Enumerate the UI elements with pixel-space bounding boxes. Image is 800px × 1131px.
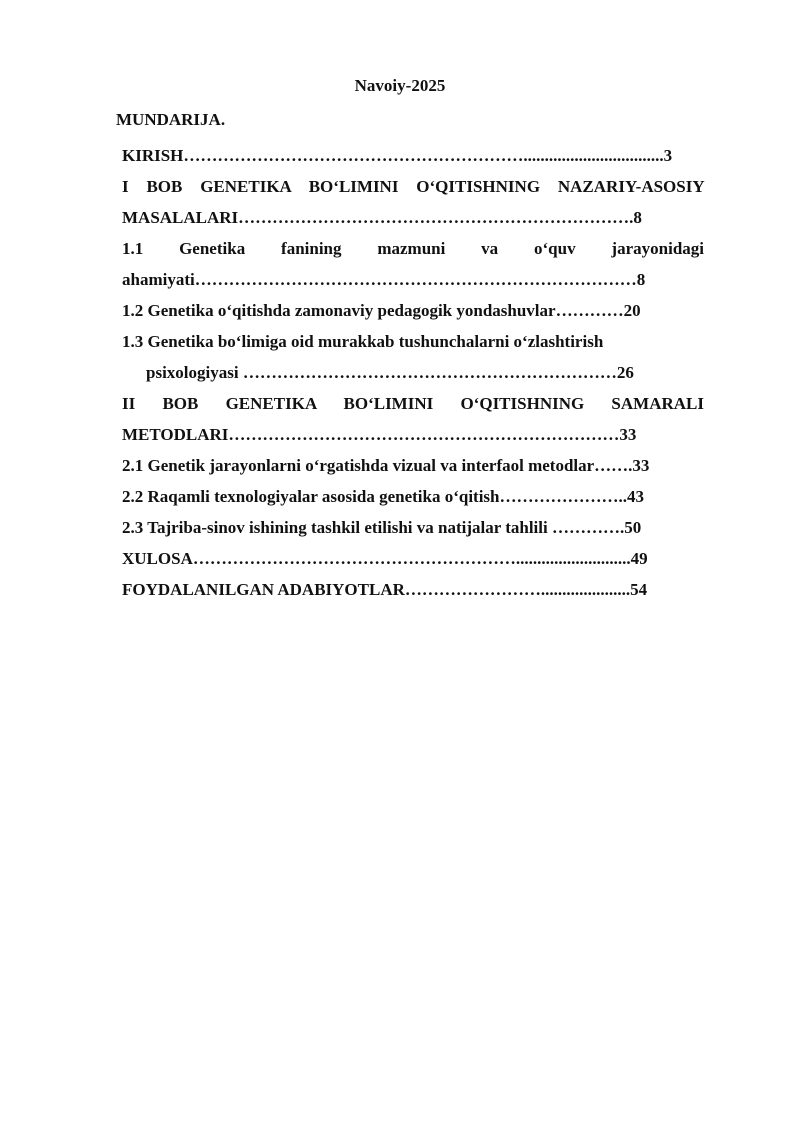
toc-entry-text: 1.3 Genetika bo‘limiga oid murakkab tushunchalarni o‘zlashtirish [122, 332, 604, 351]
toc-entry-text: XULOSA…………………………………………………...........................49 [122, 549, 648, 568]
toc-entry-references [122, 574, 704, 605]
toc-entry-xulosa [122, 543, 704, 574]
toc-entry-continuation: MASALALARI…………………………………………………………….8 [122, 208, 642, 227]
toc-entry-chapter-1 [122, 171, 704, 233]
table-of-contents [122, 140, 704, 605]
toc-entry-continuation: ahamiyati……………………………………………………………………8 [122, 270, 646, 289]
toc-entry-text: 2.2 Raqamli texnologiyalar asosida genetika o‘qitish…………………..43 [122, 487, 644, 506]
toc-entry-text: 2.3 Tajriba-sinov ishining tashkil etilishi va natijalar tahlili ………….50 [122, 518, 642, 537]
toc-entry-text: 1.2 Genetika o‘qitishda zamonaviy pedagogik yondashuvlar…………20 [122, 301, 641, 320]
toc-entry-1-1 [122, 233, 704, 295]
toc-entry-1-3 [122, 326, 704, 388]
toc-entry-text: FOYDALANILGAN ADABIYOTLAR…………………….....................54 [122, 580, 648, 599]
toc-entry-chapter-2 [122, 388, 704, 450]
toc-entry-text: II BOB GENETIKA BO‘LIMINI O‘QITISHNING SAMARALI [122, 394, 704, 413]
toc-entry-text: 2.1 Genetik jarayonlarni o‘rgatishda vizual va interfaol [122, 456, 524, 475]
toc-entry-2-3 [122, 512, 704, 543]
toc-title: MUNDARIJA. [116, 110, 226, 129]
city-year-heading: Navoiy-2025 [354, 76, 446, 95]
toc-entry-text: KIRISH…………………………………………………….................................3 [122, 146, 673, 165]
toc-entry-2-1 [122, 450, 704, 481]
toc-entry-text: 1.1 Genetika fanining mazmuni va o‘quv jarayonidagi [122, 239, 704, 258]
toc-entry-continuation: metodlar…….33 [528, 456, 650, 475]
toc-entry-kirish [122, 140, 704, 171]
toc-entry-1-2 [122, 295, 704, 326]
toc-entry-text: I BOB GENETIKA BO‘LIMINI O‘QITISHNING NAZARIY-ASOSIY [122, 177, 704, 196]
toc-entry-continuation: METODLARI……………………………………………………………33 [122, 425, 637, 444]
toc-entry-continuation: psixologiyasi …………………………………………………………26 [146, 363, 634, 382]
toc-entry-2-2 [122, 481, 704, 512]
